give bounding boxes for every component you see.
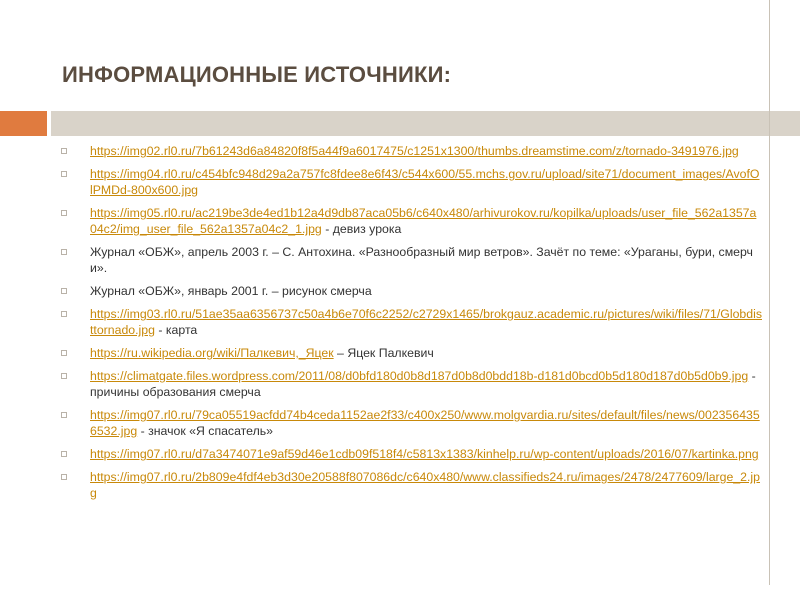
list-item [57, 345, 762, 361]
square-bullet-icon [61, 249, 67, 255]
source-note: - значок «Я спасатель» [137, 424, 273, 438]
source-link[interactable]: https://ru.wikipedia.org/wiki/Палкевич,_Яцек [90, 346, 334, 360]
list-item [57, 469, 762, 501]
accent-bar [0, 111, 47, 136]
square-bullet-icon [61, 350, 67, 356]
list-item [57, 407, 762, 439]
square-bullet-icon [61, 474, 67, 480]
source-link[interactable]: https://img07.rl0.ru/79ca05519acfdd74b4ceda1152ae2f33/c400x250/www.molgvardia.ru/sites/default/files/news/0023564356532.jpg [90, 408, 760, 438]
list-item [57, 143, 762, 159]
list-item [57, 306, 762, 338]
source-link[interactable]: https://img07.rl0.ru/d7a3474071e9af59d46e1cdb09f518f4/c5813x1383/kinhelp.ru/wp-content/uploads/2016/07/kartinka.png [90, 447, 759, 461]
list-item [57, 205, 762, 237]
square-bullet-icon [61, 412, 67, 418]
source-link[interactable]: https://img05.rl0.ru/ac219be3de4ed1b12a4d9db87aca05b6/c640x480/arhivurokov.ru/kopilka/uploads/user_file_562a1357a04c2/img_user_file_562a1357a04c2_1.jpg [90, 206, 757, 236]
source-link[interactable]: https://img04.rl0.ru/c454bfc948d29a2a757fc8fdee8e6f43/c544x600/55.mchs.gov.ru/upload/site71/document_images/AvofOlPMDd-800x600.jpg [90, 167, 760, 197]
source-list [57, 143, 762, 508]
source-link[interactable]: https://img02.rl0.ru/7b61243d6a84820f8f5a44f9a6017475/c1251x1300/thumbs.dreamstime.com/z/tornado-3491976.jpg [90, 144, 739, 158]
source-note: - причины образования смерча [90, 369, 756, 399]
square-bullet-icon [61, 148, 67, 154]
source-note: Журнал «ОБЖ», январь 2001 г. – рисунок смерча [90, 284, 372, 298]
source-link[interactable]: https://climatgate.files.wordpress.com/2011/08/d0bfd180d0b8d187d0b8d0bdd18b-d181d0bcd0b5d180d187d0b5d0b9.jpg [90, 369, 749, 383]
square-bullet-icon [61, 311, 67, 317]
list-item [57, 166, 762, 198]
square-bullet-icon [61, 373, 67, 379]
square-bullet-icon [61, 171, 67, 177]
source-link[interactable]: https://img07.rl0.ru/2b809e4fdf4eb3d30e20588f807086dc/c640x480/www.classifieds24.ru/images/2478/2477609/large_2.jpg [90, 470, 760, 500]
list-item [57, 244, 762, 276]
square-bullet-icon [61, 210, 67, 216]
source-link[interactable]: https://img03.rl0.ru/51ae35aa6356737c50a4b6e70f6c2252/c2729x1465/brokgauz.academic.ru/pictures/wiki/files/71/Globdisttornado.jpg [90, 307, 762, 337]
vertical-rule [769, 0, 770, 585]
list-item [57, 368, 762, 400]
square-bullet-icon [61, 451, 67, 457]
slide-title: ИНФОРМАЦИОННЫЕ ИСТОЧНИКИ: [62, 62, 452, 87]
list-item [57, 283, 762, 299]
source-note: - карта [154, 323, 198, 337]
list-item [57, 446, 762, 462]
source-note: – Яцек Палкевич [333, 346, 434, 360]
source-note: - девиз урока [321, 222, 402, 236]
source-note: Журнал «ОБЖ», апрель 2003 г. – С. Антохина. «Разнообразный мир ветров». Зачёт по теме: «Ураганы, бури, смерчи». [90, 245, 753, 275]
square-bullet-icon [61, 288, 67, 294]
divider-bar [51, 111, 800, 136]
